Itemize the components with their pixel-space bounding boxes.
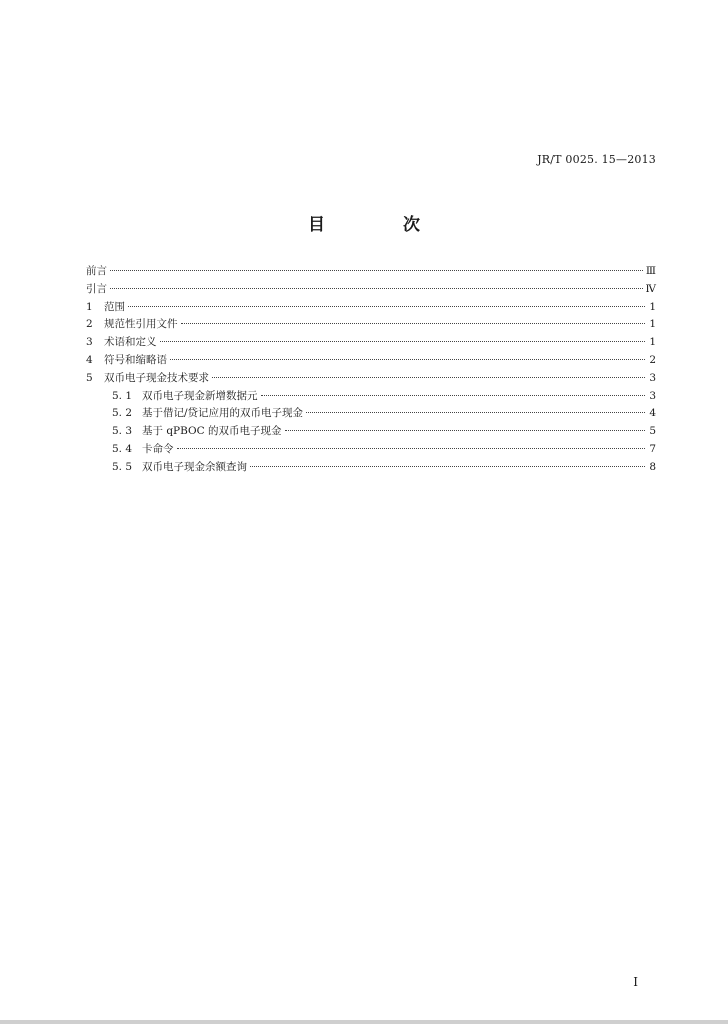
toc-entry-foreword[interactable] [86,263,656,281]
toc-entry-number: 5 [86,371,93,384]
toc-leader-dots [285,430,645,431]
toc-entry-number: 4 [86,353,93,366]
toc-leader-dots [261,395,646,396]
toc-entry-page: Ⅳ [645,282,656,295]
toc-leader-dots [212,377,645,378]
toc-leader-dots [128,306,645,307]
toc-entry-label: 基于 qPBOC 的双币电子现金 [142,425,282,438]
toc-entry-page: 5 [649,425,656,438]
toc-entry-number: 5. 4 [112,442,133,455]
toc-entry-page: Ⅲ [645,265,656,277]
toc-entry-page: 4 [649,407,656,420]
toc-entry-label: 卡命令 [142,442,174,455]
toc-entry-label: 范围 [104,300,125,313]
page-bottom-edge [0,1020,728,1024]
toc-title: 目 次 [308,215,456,235]
toc-entry-page: 3 [649,389,656,402]
table-of-contents [86,263,656,477]
toc-entry-page: 3 [649,371,656,384]
document-code: JR/T 0025. 15—2013 [537,153,656,166]
toc-leader-dots [306,412,645,413]
toc-leader-dots [160,341,646,342]
toc-leader-dots [110,288,643,289]
toc-entry-number: 5. 1 [112,389,133,402]
toc-leader-dots [110,270,643,271]
toc-leader-dots [170,359,645,360]
toc-entry-5-3[interactable] [86,423,656,441]
toc-entry-4[interactable] [86,352,656,370]
toc-entry-5-1[interactable] [86,388,656,406]
toc-entry-label: 基于借记/贷记应用的双币电子现金 [142,407,304,420]
toc-entry-introduction[interactable] [86,281,656,299]
toc-entry-page: 1 [649,318,656,331]
toc-entry-label: 术语和定义 [104,336,157,349]
toc-entry-number: 1 [86,300,93,313]
toc-entry-1[interactable] [86,299,656,317]
toc-entry-page: 2 [649,353,656,366]
toc-entry-number: 3 [86,336,93,349]
toc-entry-2[interactable] [86,316,656,334]
toc-entry-page: 1 [649,336,656,349]
toc-entry-number: 5. 3 [112,425,133,438]
page-number: I [633,975,638,989]
toc-entry-5-2[interactable] [86,405,656,423]
toc-entry-label: 双币电子现金技术要求 [104,371,209,384]
toc-entry-5-4[interactable] [86,441,656,459]
toc-entry-page: 1 [649,300,656,313]
toc-entry-number: 5. 2 [112,407,133,420]
toc-entry-label: 规范性引用文件 [104,318,178,331]
toc-entry-page: 8 [649,460,656,473]
toc-entry-label: 符号和缩略语 [104,353,167,366]
toc-entry-label: 前言 [86,265,107,277]
toc-entry-3[interactable] [86,334,656,352]
toc-entry-label: 引言 [86,282,107,295]
toc-leader-dots [177,448,646,449]
toc-leader-dots [181,323,646,324]
toc-entry-number: 2 [86,318,93,331]
toc-entry-number: 5. 5 [112,460,133,473]
toc-leader-dots [250,466,645,467]
toc-entry-5-5[interactable] [86,459,656,477]
toc-entry-page: 7 [649,442,656,455]
toc-entry-label: 双币电子现金新增数据元 [142,389,258,402]
toc-entry-5[interactable] [86,370,656,388]
toc-entry-label: 双币电子现金余额查询 [142,460,247,473]
